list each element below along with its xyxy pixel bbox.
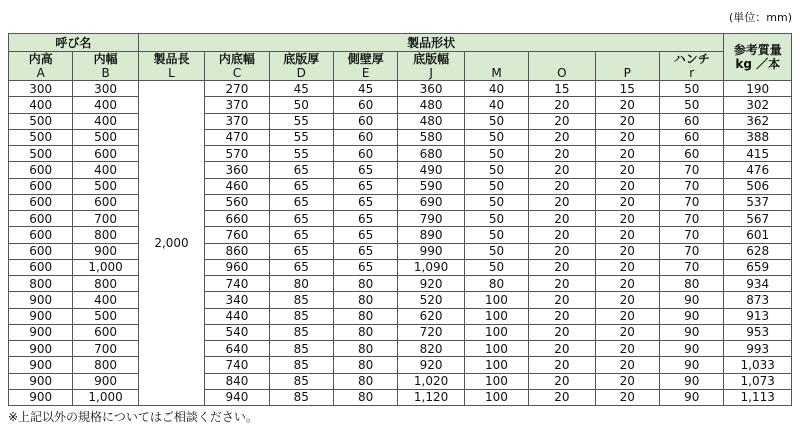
cell-r: 60 <box>659 146 723 162</box>
cell-weight: 659 <box>724 259 792 275</box>
cell-r: 70 <box>659 211 723 227</box>
cell-P: 20 <box>595 194 659 210</box>
cell-E: 65 <box>334 194 398 210</box>
col-header-M <box>464 52 528 81</box>
header-row-group <box>9 34 792 52</box>
cell-D: 65 <box>269 259 333 275</box>
cell-B: 900 <box>73 373 138 389</box>
cell-O: 20 <box>529 113 595 129</box>
col-label <box>529 52 594 66</box>
cell-C: 740 <box>205 357 269 373</box>
cell-M: 40 <box>464 97 528 113</box>
cell-J: 820 <box>398 341 464 357</box>
cell-D: 65 <box>269 211 333 227</box>
col-label: 底版幅 <box>413 52 450 66</box>
cell-r: 60 <box>659 113 723 129</box>
table-row <box>9 308 792 324</box>
table-row <box>9 276 792 292</box>
cell-E: 80 <box>334 357 398 373</box>
table-row <box>9 341 792 357</box>
cell-weight: 537 <box>724 194 792 210</box>
cell-D: 55 <box>269 113 333 129</box>
footnote: ※上記以外の規格についてはご相談ください。 <box>8 410 258 424</box>
cell-A: 500 <box>9 113 73 129</box>
cell-M: 100 <box>464 357 528 373</box>
cell-C: 340 <box>205 292 269 308</box>
col-label: 内高 <box>28 52 53 66</box>
cell-B: 400 <box>73 113 138 129</box>
cell-D: 85 <box>269 324 333 340</box>
cell-M: 50 <box>464 211 528 227</box>
unit-note: (単位：mm) <box>728 11 792 24</box>
cell-B: 800 <box>73 227 138 243</box>
cell-M: 50 <box>464 259 528 275</box>
cell-D: 85 <box>269 357 333 373</box>
cell-J: 990 <box>398 243 464 259</box>
cell-D: 50 <box>269 97 333 113</box>
col-label: 製品長 <box>153 52 190 66</box>
cell-C: 960 <box>205 259 269 275</box>
cell-M: 100 <box>464 292 528 308</box>
cell-B: 1,000 <box>73 389 138 405</box>
cell-A: 900 <box>9 389 73 405</box>
cell-D: 55 <box>269 146 333 162</box>
cell-P: 20 <box>595 162 659 178</box>
spec-table-body <box>9 81 792 406</box>
cell-D: 85 <box>269 373 333 389</box>
cell-E: 60 <box>334 97 398 113</box>
cell-O: 20 <box>529 146 595 162</box>
cell-P: 15 <box>595 81 659 97</box>
cell-D: 85 <box>269 389 333 405</box>
cell-A: 300 <box>9 81 73 97</box>
cell-r: 90 <box>659 373 723 389</box>
cell-r: 70 <box>659 162 723 178</box>
cell-O: 20 <box>529 211 595 227</box>
cell-O: 20 <box>529 308 595 324</box>
cell-B: 900 <box>73 243 138 259</box>
cell-D: 55 <box>269 129 333 145</box>
cell-weight: 1,113 <box>724 389 792 405</box>
cell-M: 50 <box>464 113 528 129</box>
cell-C: 660 <box>205 211 269 227</box>
cell-P: 20 <box>595 308 659 324</box>
cell-weight: 934 <box>724 276 792 292</box>
cell-weight: 628 <box>724 243 792 259</box>
cell-O: 20 <box>529 243 595 259</box>
weight-unit: kg ／本 <box>735 57 781 71</box>
table-row <box>9 194 792 210</box>
cell-J: 590 <box>398 178 464 194</box>
cell-M: 50 <box>464 129 528 145</box>
cell-O: 20 <box>529 194 595 210</box>
cell-weight: 601 <box>724 227 792 243</box>
cell-M: 50 <box>464 194 528 210</box>
cell-P: 20 <box>595 178 659 194</box>
cell-M: 80 <box>464 276 528 292</box>
cell-A: 900 <box>9 324 73 340</box>
cell-B: 600 <box>73 146 138 162</box>
table-row <box>9 146 792 162</box>
cell-M: 100 <box>464 341 528 357</box>
col-header-B <box>73 52 138 81</box>
header-row-columns <box>9 52 792 81</box>
table-row <box>9 162 792 178</box>
cell-r: 90 <box>659 308 723 324</box>
cell-P: 20 <box>595 292 659 308</box>
cell-C: 640 <box>205 341 269 357</box>
cell-J: 480 <box>398 97 464 113</box>
cell-J: 790 <box>398 211 464 227</box>
cell-J: 890 <box>398 227 464 243</box>
table-row <box>9 129 792 145</box>
cell-C: 560 <box>205 194 269 210</box>
cell-A: 900 <box>9 341 73 357</box>
cell-weight: 476 <box>724 162 792 178</box>
col-label: 側壁厚 <box>347 52 384 66</box>
col-label: ハンチ <box>673 52 710 66</box>
cell-D: 45 <box>269 81 333 97</box>
cell-A: 600 <box>9 227 73 243</box>
cell-O: 20 <box>529 292 595 308</box>
cell-P: 20 <box>595 113 659 129</box>
cell-P: 20 <box>595 341 659 357</box>
cell-weight: 873 <box>724 292 792 308</box>
cell-E: 80 <box>334 276 398 292</box>
cell-P: 20 <box>595 243 659 259</box>
cell-r: 60 <box>659 129 723 145</box>
cell-r: 70 <box>659 227 723 243</box>
cell-J: 690 <box>398 194 464 210</box>
cell-D: 65 <box>269 227 333 243</box>
cell-M: 50 <box>464 227 528 243</box>
col-header-L <box>138 52 204 81</box>
cell-M: 100 <box>464 373 528 389</box>
cell-O: 15 <box>529 81 595 97</box>
table-row <box>9 389 792 405</box>
cell-E: 65 <box>334 243 398 259</box>
col-header-P <box>595 52 659 81</box>
cell-O: 20 <box>529 324 595 340</box>
col-label <box>465 52 528 66</box>
cell-r: 70 <box>659 194 723 210</box>
cell-r: 50 <box>659 97 723 113</box>
cell-O: 20 <box>529 259 595 275</box>
cell-B: 400 <box>73 162 138 178</box>
cell-E: 80 <box>334 308 398 324</box>
cell-M: 50 <box>464 162 528 178</box>
cell-B: 700 <box>73 211 138 227</box>
cell-M: 100 <box>464 324 528 340</box>
cell-P: 20 <box>595 129 659 145</box>
cell-weight: 993 <box>724 341 792 357</box>
cell-A: 500 <box>9 129 73 145</box>
col-symbol: P <box>623 66 631 80</box>
cell-P: 20 <box>595 146 659 162</box>
cell-E: 80 <box>334 341 398 357</box>
cell-r: 70 <box>659 243 723 259</box>
cell-A: 600 <box>9 243 73 259</box>
cell-weight: 302 <box>724 97 792 113</box>
cell-M: 50 <box>464 243 528 259</box>
cell-M: 50 <box>464 178 528 194</box>
col-header-C <box>205 52 269 81</box>
cell-C: 460 <box>205 178 269 194</box>
cell-J: 580 <box>398 129 464 145</box>
cell-E: 80 <box>334 389 398 405</box>
cell-J: 1,090 <box>398 259 464 275</box>
cell-D: 65 <box>269 162 333 178</box>
cell-A: 900 <box>9 308 73 324</box>
cell-weight: 913 <box>724 308 792 324</box>
col-header-J <box>398 52 464 81</box>
cell-weight: 415 <box>724 146 792 162</box>
spec-table <box>8 33 792 406</box>
cell-C: 470 <box>205 129 269 145</box>
cell-E: 60 <box>334 113 398 129</box>
cell-E: 65 <box>334 259 398 275</box>
col-symbol: J <box>429 66 433 80</box>
cell-O: 20 <box>529 178 595 194</box>
cell-M: 40 <box>464 81 528 97</box>
weight-label: 参考質量 <box>733 43 782 57</box>
cell-E: 80 <box>334 373 398 389</box>
cell-J: 490 <box>398 162 464 178</box>
cell-D: 85 <box>269 308 333 324</box>
cell-A: 600 <box>9 194 73 210</box>
cell-J: 720 <box>398 324 464 340</box>
cell-weight: 388 <box>724 129 792 145</box>
col-header-r <box>659 52 723 81</box>
cell-A: 900 <box>9 292 73 308</box>
cell-P: 20 <box>595 276 659 292</box>
cell-O: 20 <box>529 227 595 243</box>
cell-B: 600 <box>73 324 138 340</box>
cell-B: 500 <box>73 129 138 145</box>
cell-O: 20 <box>529 357 595 373</box>
cell-O: 20 <box>529 97 595 113</box>
col-label: 底版厚 <box>283 52 320 66</box>
cell-M: 50 <box>464 146 528 162</box>
table-row <box>9 373 792 389</box>
cell-A: 900 <box>9 373 73 389</box>
table-row <box>9 324 792 340</box>
cell-weight: 567 <box>724 211 792 227</box>
cell-B: 400 <box>73 292 138 308</box>
cell-J: 1,120 <box>398 389 464 405</box>
cell-P: 20 <box>595 211 659 227</box>
cell-D: 65 <box>269 194 333 210</box>
cell-A: 800 <box>9 276 73 292</box>
cell-J: 1,020 <box>398 373 464 389</box>
cell-E: 65 <box>334 162 398 178</box>
cell-B: 400 <box>73 97 138 113</box>
table-row <box>9 211 792 227</box>
cell-C: 840 <box>205 373 269 389</box>
table-row <box>9 113 792 129</box>
cell-C: 360 <box>205 162 269 178</box>
cell-P: 20 <box>595 259 659 275</box>
table-row <box>9 357 792 373</box>
cell-A: 900 <box>9 357 73 373</box>
cell-C: 370 <box>205 97 269 113</box>
cell-A: 400 <box>9 97 73 113</box>
table-row <box>9 292 792 308</box>
table-row <box>9 227 792 243</box>
cell-A: 600 <box>9 162 73 178</box>
cell-J: 680 <box>398 146 464 162</box>
col-symbol: O <box>557 66 567 80</box>
cell-D: 80 <box>269 276 333 292</box>
col-header-O <box>529 52 595 81</box>
cell-r: 90 <box>659 324 723 340</box>
cell-P: 20 <box>595 389 659 405</box>
table-row <box>9 97 792 113</box>
cell-C: 570 <box>205 146 269 162</box>
cell-B: 700 <box>73 341 138 357</box>
cell-B: 500 <box>73 308 138 324</box>
cell-weight: 953 <box>724 324 792 340</box>
cell-P: 20 <box>595 373 659 389</box>
cell-J: 920 <box>398 276 464 292</box>
cell-P: 20 <box>595 324 659 340</box>
cell-C: 440 <box>205 308 269 324</box>
cell-D: 65 <box>269 178 333 194</box>
cell-E: 60 <box>334 129 398 145</box>
cell-C: 860 <box>205 243 269 259</box>
cell-B: 600 <box>73 194 138 210</box>
table-row <box>9 178 792 194</box>
cell-J: 920 <box>398 357 464 373</box>
cell-r: 70 <box>659 178 723 194</box>
cell-A: 600 <box>9 178 73 194</box>
cell-C: 760 <box>205 227 269 243</box>
cell-O: 20 <box>529 341 595 357</box>
col-label <box>596 52 659 66</box>
col-symbol: A <box>36 66 45 80</box>
cell-weight: 1,033 <box>724 357 792 373</box>
col-header-A <box>9 52 73 81</box>
cell-B: 500 <box>73 178 138 194</box>
col-label: 内幅 <box>93 52 118 66</box>
cell-P: 20 <box>595 227 659 243</box>
cell-P: 20 <box>595 97 659 113</box>
cell-C: 740 <box>205 276 269 292</box>
cell-E: 60 <box>334 146 398 162</box>
cell-C: 540 <box>205 324 269 340</box>
cell-O: 20 <box>529 162 595 178</box>
col-symbol: C <box>232 66 242 80</box>
cell-C: 270 <box>205 81 269 97</box>
cell-D: 85 <box>269 341 333 357</box>
cell-J: 520 <box>398 292 464 308</box>
cell-C: 940 <box>205 389 269 405</box>
cell-B: 300 <box>73 81 138 97</box>
cell-M: 100 <box>464 389 528 405</box>
cell-r: 80 <box>659 276 723 292</box>
col-label: 内底幅 <box>218 52 255 66</box>
cell-B: 1,000 <box>73 259 138 275</box>
cell-E: 80 <box>334 324 398 340</box>
cell-A: 500 <box>9 146 73 162</box>
cell-r: 90 <box>659 389 723 405</box>
cell-J: 360 <box>398 81 464 97</box>
col-symbol: D <box>296 66 306 80</box>
col-header-D <box>269 52 333 81</box>
cell-A: 600 <box>9 259 73 275</box>
cell-A: 600 <box>9 211 73 227</box>
col-symbol: L <box>168 66 175 80</box>
cell-P: 20 <box>595 357 659 373</box>
weight-header <box>724 34 792 81</box>
cell-J: 620 <box>398 308 464 324</box>
cell-D: 85 <box>269 292 333 308</box>
cell-r: 70 <box>659 259 723 275</box>
cell-C: 370 <box>205 113 269 129</box>
cell-M: 100 <box>464 308 528 324</box>
cell-weight: 190 <box>724 81 792 97</box>
table-row <box>9 259 792 275</box>
cell-r: 90 <box>659 341 723 357</box>
cell-B: 800 <box>73 276 138 292</box>
cell-weight: 362 <box>724 113 792 129</box>
cell-r: 90 <box>659 292 723 308</box>
cell-weight: 1,073 <box>724 373 792 389</box>
col-symbol: M <box>491 66 502 80</box>
col-symbol: B <box>101 66 110 80</box>
cell-B: 800 <box>73 357 138 373</box>
cell-E: 65 <box>334 211 398 227</box>
cell-O: 20 <box>529 389 595 405</box>
cell-E: 65 <box>334 227 398 243</box>
col-header-E <box>334 52 398 81</box>
col-symbol: r <box>689 66 695 80</box>
product-length-cell: 2,000 <box>138 81 204 406</box>
cell-r: 90 <box>659 357 723 373</box>
table-row <box>9 81 792 97</box>
cell-E: 80 <box>334 292 398 308</box>
cell-J: 480 <box>398 113 464 129</box>
cell-O: 20 <box>529 373 595 389</box>
cell-O: 20 <box>529 129 595 145</box>
table-row <box>9 243 792 259</box>
cell-E: 45 <box>334 81 398 97</box>
cell-D: 65 <box>269 243 333 259</box>
cell-r: 50 <box>659 81 723 97</box>
cell-weight: 506 <box>724 178 792 194</box>
nominal-group-header: 呼び名 <box>9 34 139 52</box>
cell-O: 20 <box>529 276 595 292</box>
cell-E: 65 <box>334 178 398 194</box>
col-symbol: E <box>361 66 370 80</box>
shape-group-header: 製品形状 <box>138 34 724 52</box>
